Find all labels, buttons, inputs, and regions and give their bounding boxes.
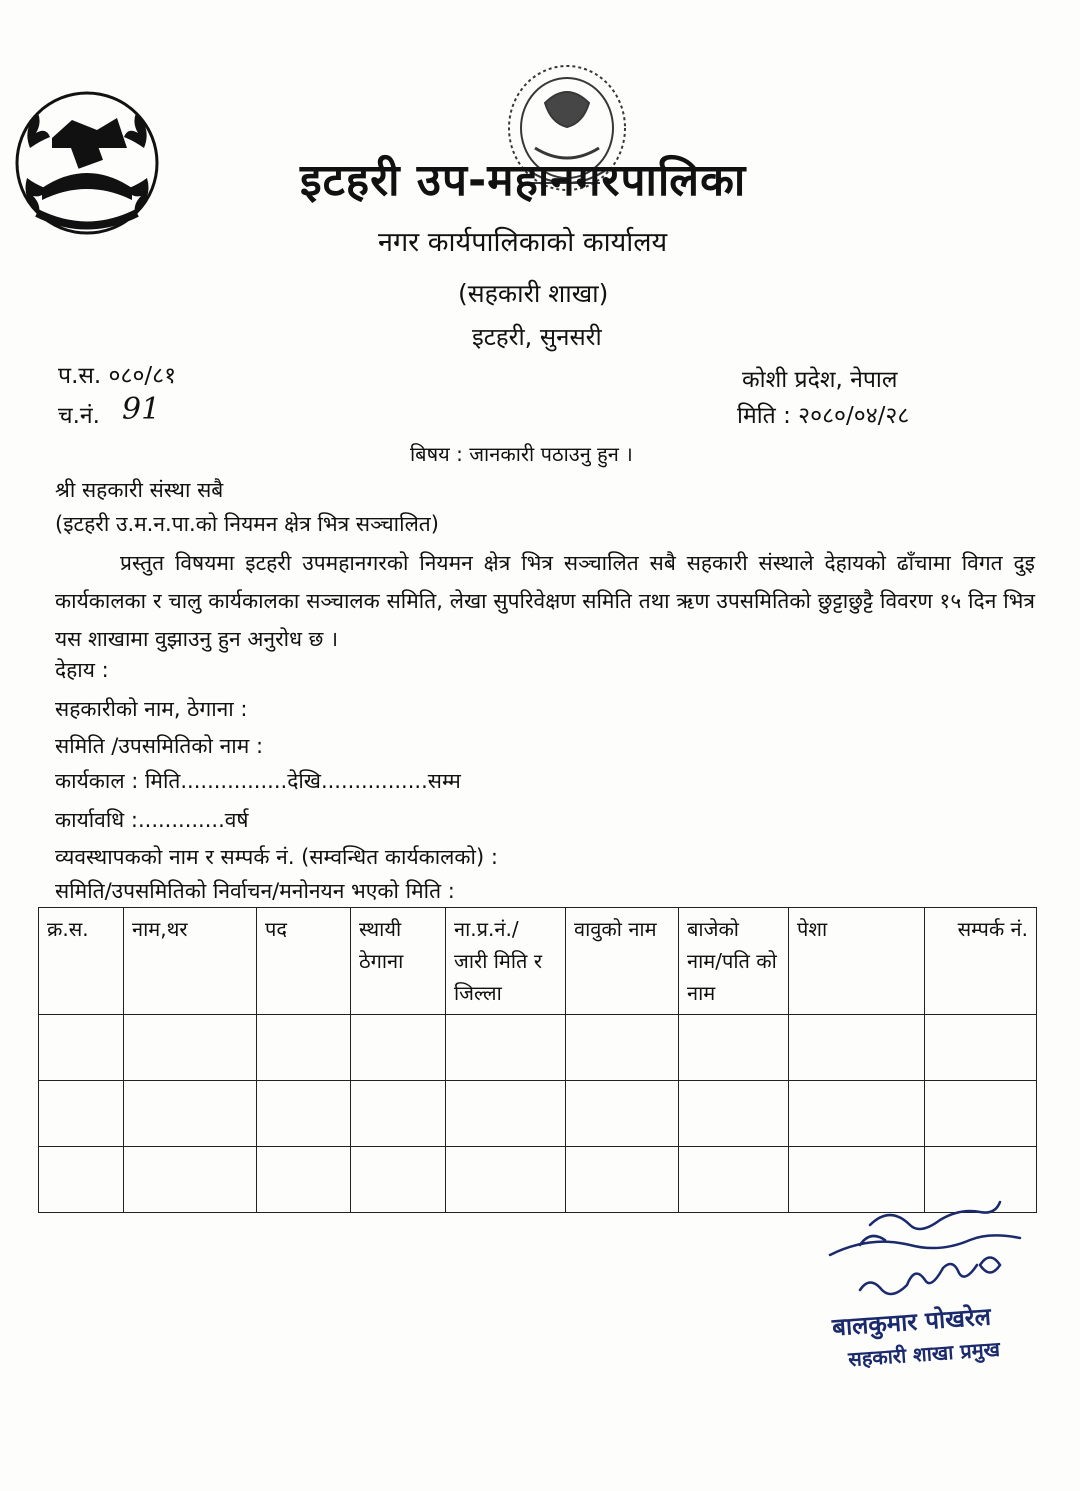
- field-term: कार्यकाल : मिति................देखि................सम्म: [55, 769, 461, 793]
- table-cell: [446, 1015, 566, 1081]
- table-cell: [124, 1015, 257, 1081]
- body-paragraph: प्रस्तुत विषयमा इटहरी उपमहानगरको नियमन क्षेत्र भित्र सञ्चालित सबै सहकारी संस्थाले देहायको ढाँचामा विगत दुइ कार्यकालका र चालु कार्यकालका सञ्चालक समिति, लेखा सुपरिवेक्षण समिति तथा ऋण उपसमितिको छुट्टाछुट्टै विवरण १५ दिन भित्र यस शाखामा वुझाउनु हुन अनुरोध छ ।: [55, 551, 1035, 651]
- table-cell: [679, 1015, 789, 1081]
- field-dehay: देहाय :: [55, 658, 109, 682]
- header-post: पद: [257, 908, 351, 1015]
- header-grandfather: बाजेको नाम/पति को नाम: [679, 908, 789, 1015]
- table-cell: [566, 1015, 679, 1081]
- table-cell: [679, 1147, 789, 1213]
- field-manager: व्यवस्थापकको नाम र सम्पर्क नं. (सम्वन्धित कार्यकालको) :: [55, 845, 498, 869]
- chalani-number: 91: [122, 392, 161, 427]
- field-coop-name: सहकारीको नाम, ठेगाना :: [55, 697, 248, 721]
- table-header-row: [39, 908, 1037, 1015]
- table-cell: [39, 1015, 124, 1081]
- table-cell: [446, 1081, 566, 1147]
- header-address: स्थायी ठेगाना: [351, 908, 446, 1015]
- table-row: [39, 1081, 1037, 1147]
- table-cell: [351, 1081, 446, 1147]
- table-cell: [351, 1147, 446, 1213]
- addressee-line-2: (इटहरी उ.म.न.पा.को नियमन क्षेत्र भित्र सञ्चालित): [55, 512, 439, 536]
- table-row: [39, 1015, 1037, 1081]
- header-contact: सम्पर्क नं.: [925, 908, 1037, 1015]
- signer-role: सहकारी शाखा प्रमुख: [847, 1336, 1001, 1372]
- field-duration: कार्यावधि :.............वर्ष: [55, 808, 249, 832]
- table-cell: [124, 1147, 257, 1213]
- table-cell: [257, 1147, 351, 1213]
- signer-name: बालकुमार पोखरेल: [831, 1302, 992, 1342]
- table-cell: [566, 1147, 679, 1213]
- committee-table: [38, 907, 1037, 1213]
- table-cell: [351, 1015, 446, 1081]
- table-cell: [679, 1081, 789, 1147]
- branch-name: (सहकारी शाखा): [458, 279, 609, 308]
- subject-line: बिषय : जानकारी पठाउनु हुन ।: [410, 442, 633, 466]
- municipality-title: इटहरी उप-महानगरपालिका: [300, 155, 747, 206]
- table-cell: [925, 1015, 1037, 1081]
- addressee-line-1: श्री सहकारी संस्था सबै: [55, 478, 224, 502]
- table-cell: [789, 1015, 925, 1081]
- table-cell: [39, 1081, 124, 1147]
- header-citizenship: ना.प्र.नं./ जारी मिति र जिल्ला: [446, 908, 566, 1015]
- field-committee-name: समिति /उपसमितिको नाम :: [55, 734, 264, 758]
- reference-number: प.स. ०८०/८१: [58, 363, 177, 389]
- header-occupation: पेशा: [789, 908, 925, 1015]
- chalani-label: च.नं.: [58, 403, 100, 429]
- table-cell: [925, 1081, 1037, 1147]
- table-cell: [446, 1147, 566, 1213]
- nepal-emblem-logo: [12, 88, 162, 238]
- table-cell: [257, 1015, 351, 1081]
- handwritten-signature: [820, 1195, 1050, 1315]
- table-cell: [124, 1081, 257, 1147]
- header-father: वावुको नाम: [566, 908, 679, 1015]
- field-election-date: समिति/उपसमितिको निर्वाचन/मनोनयन भएको मिति :: [55, 879, 455, 903]
- table-cell: [39, 1147, 124, 1213]
- table-cell: [257, 1081, 351, 1147]
- table-cell: [566, 1081, 679, 1147]
- header-name: नाम,थर: [124, 908, 257, 1015]
- office-name: नगर कार्यपालिकाको कार्यालय: [378, 227, 668, 258]
- header-serial: क्र.स.: [39, 908, 124, 1015]
- letter-date: मिति : २०८०/०४/२८: [737, 403, 910, 429]
- location: इटहरी, सुनसरी: [472, 323, 602, 351]
- province: कोशी प्रदेश, नेपाल: [742, 367, 898, 393]
- table-cell: [789, 1081, 925, 1147]
